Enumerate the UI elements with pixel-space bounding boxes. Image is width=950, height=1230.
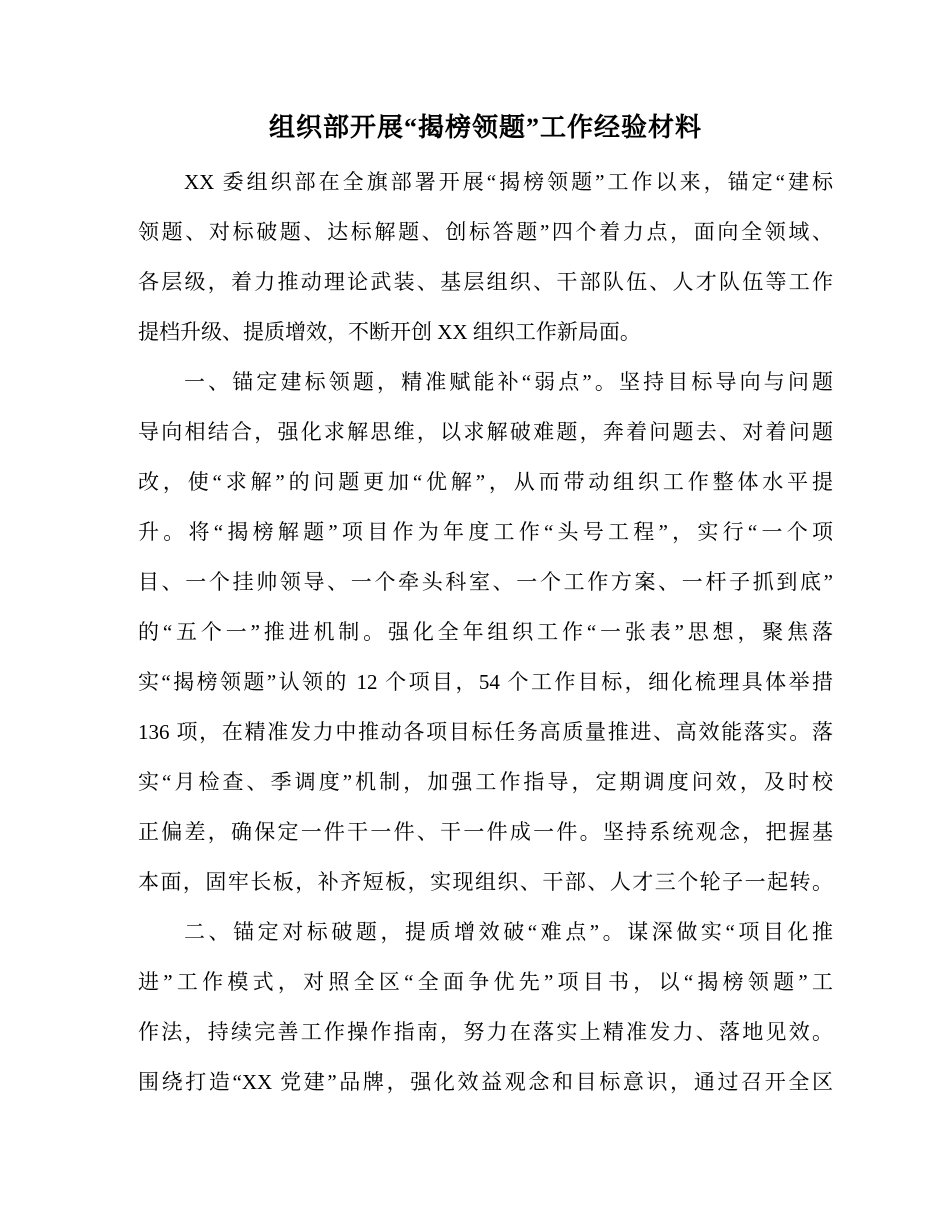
text-line: 实“揭榜领题”认领的 12 个项目，54 个工作目标，细化梳理具体举措	[138, 670, 833, 694]
text-line: 领题、对标破题、达标解题、创标答题”四个着力点，面向全领域、	[138, 220, 833, 244]
text-line: 实“月检查、季调度”机制，加强工作指导，定期调度问效，及时校	[138, 770, 833, 794]
text-line: 136 项，在精准发力中推动各项目标任务高质量推进、高效能落实。落	[138, 720, 833, 744]
text-line: 本面，固牢长板，补齐短板，实现组织、干部、人才三个轮子一起转。	[138, 870, 833, 894]
paragraph-section-2	[138, 907, 833, 1107]
text-line: 提档升级、提质增效，不断开创 XX 组织工作新局面。	[138, 320, 641, 344]
paragraph-section-1	[138, 357, 833, 907]
document-body	[138, 157, 833, 1107]
text-line: XX 委组织部在全旗部署开展“揭榜领题”工作以来，锚定“建标	[184, 170, 833, 194]
document-title: 组织部开展“揭榜领题”工作经验材料	[268, 113, 702, 142]
text-line: 升。将“揭榜解题”项目作为年度工作“头号工程”，实行“一个项	[138, 520, 833, 544]
text-line: 导向相结合，强化求解思维，以求解破难题，奔着问题去、对着问题	[138, 420, 833, 444]
text-line: 进”工作模式，对照全区“全面争优先”项目书，以“揭榜领题”工	[138, 970, 833, 994]
text-line: 围绕打造“XX 党建”品牌，强化效益观念和目标意识，通过召开全区	[138, 1070, 833, 1094]
text-line: 正偏差，确保定一件干一件、干一件成一件。坚持系统观念，把握基	[138, 820, 833, 844]
text-line: 作法，持续完善工作操作指南，努力在落实上精准发力、落地见效。	[138, 1020, 833, 1044]
text-line: 各层级，着力推动理论武装、基层组织、干部队伍、人才队伍等工作	[138, 270, 833, 294]
text-line: 改，使“求解”的问题更加“优解”，从而带动组织工作整体水平提	[138, 470, 833, 494]
text-line: 二、锚定对标破题，提质增效破“难点”。谋深做实“项目化推	[184, 920, 833, 944]
text-line: 的“五个一”推进机制。强化全年组织工作“一张表”思想，聚焦落	[138, 620, 833, 644]
text-line: 一、锚定建标领题，精准赋能补“弱点”。坚持目标导向与问题	[184, 370, 833, 394]
paragraph-intro	[138, 157, 833, 357]
text-line: 目、一个挂帅领导、一个牵头科室、一个工作方案、一杆子抓到底”	[138, 570, 833, 594]
